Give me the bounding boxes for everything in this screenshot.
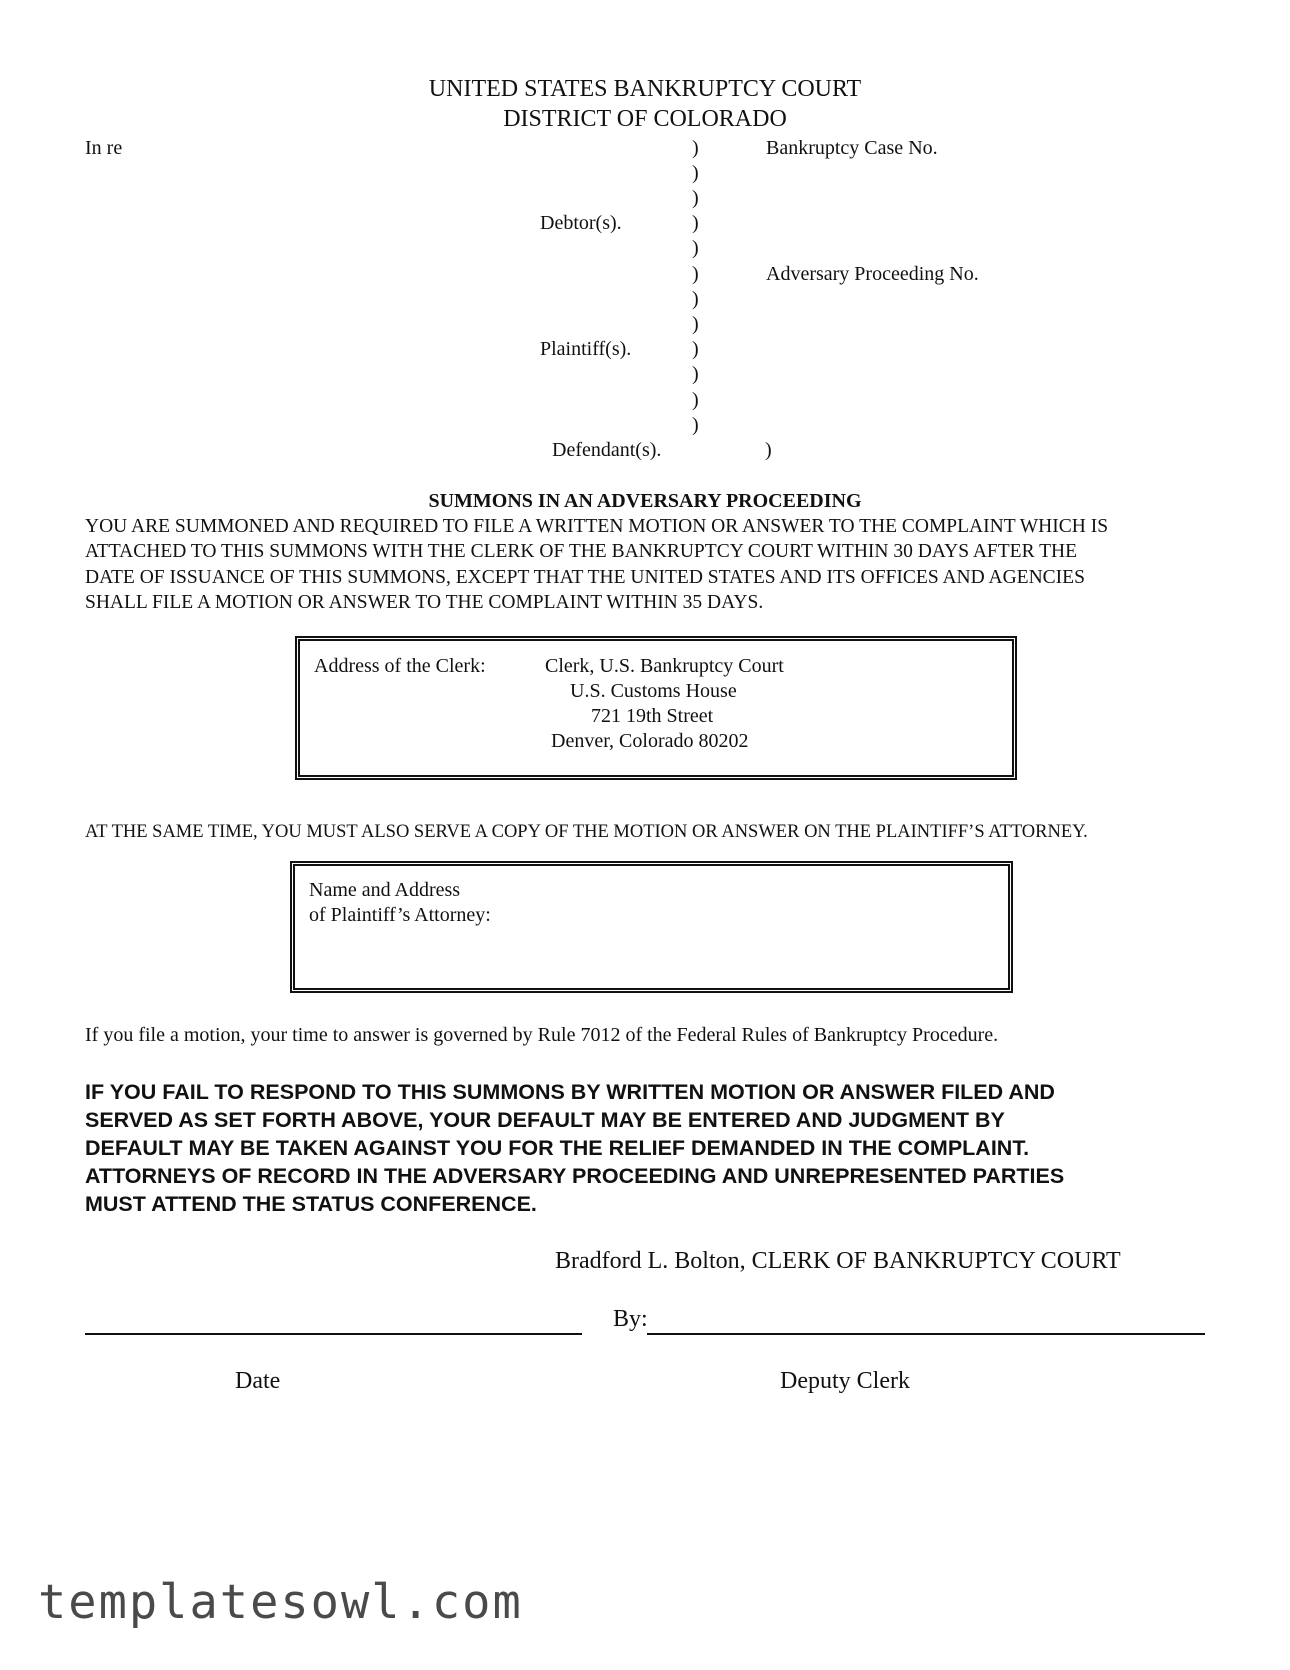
caption-paren: ) <box>692 363 699 385</box>
clerk-signature-name: Bradford L. Bolton, CLERK OF BANKRUPTCY COURT <box>555 1248 1121 1274</box>
caption-paren: ) <box>692 288 699 310</box>
summons-line: ATTACHED TO THIS SUMMONS WITH THE CLERK OF THE BANKRUPTCY COURT WITHIN 30 DAYS AFTER THE <box>85 541 1078 563</box>
clerk-address-line: 721 19th Street <box>591 705 714 727</box>
underlined-comma: , <box>446 566 451 588</box>
debtors-label: Debtor(s). <box>540 212 622 234</box>
summons-line: YOU ARE SUMMONED AND REQUIRED TO FILE A WRITTEN MOTION OR ANSWER TO THE COMPLAINT WHICH IS <box>85 516 1109 537</box>
clerk-address-line: Denver, Colorado 80202 <box>551 730 749 752</box>
warning-line: SERVED AS SET FORTH ABOVE, YOUR DEFAULT MAY BE ENTERED AND JUDGMENT BY <box>85 1108 1005 1132</box>
bankruptcy-case-no-label: Bankruptcy Case No. <box>766 137 938 159</box>
warning-line: DEFAULT MAY BE TAKEN AGAINST YOU FOR THE RELIEF DEMANDED IN THE COMPLAINT. <box>85 1136 1030 1160</box>
caption-paren: ) <box>692 237 699 259</box>
plaintiffs-label: Plaintiff(s). <box>540 338 632 360</box>
serve-notice: AT THE SAME TIME, YOU MUST ALSO SERVE A COPY OF THE MOTION OR ANSWER ON THE PLAINTIFF’S ATTORNEY. <box>85 822 1088 842</box>
caption-paren: ) <box>692 313 699 335</box>
date-signature-line <box>85 1333 582 1335</box>
rule-notice: If you file a motion, your time to answer is governed by Rule 7012 of the Federal Rules of Bankruptcy Procedure. <box>85 1024 999 1046</box>
district-name: DISTRICT OF COLORADO <box>503 106 787 132</box>
court-name: UNITED STATES BANKRUPTCY COURT <box>428 76 862 102</box>
by-label: By: <box>613 1306 648 1332</box>
warning-line: ATTORNEYS OF RECORD IN THE ADVERSARY PROCEEDING AND UNREPRESENTED PARTIES <box>85 1164 1065 1188</box>
summons-title: SUMMONS IN AN ADVERSARY PROCEEDING <box>428 490 862 512</box>
defendants-label: Defendant(s). <box>552 439 662 461</box>
caption-paren: ) <box>692 338 699 360</box>
date-label: Date <box>235 1368 281 1394</box>
warning-line: IF YOU FAIL TO RESPOND TO THIS SUMMONS BY WRITTEN MOTION OR ANSWER FILED AND <box>85 1080 1055 1104</box>
caption-paren: ) <box>692 263 699 285</box>
summons-line <box>85 565 1225 590</box>
caption-paren: ) <box>692 212 699 234</box>
attorney-label-line: Name and Address <box>309 879 461 901</box>
caption-paren: ) <box>692 389 699 411</box>
clerk-address-line: U.S. Customs House <box>570 680 737 702</box>
caption-paren: ) <box>692 137 699 159</box>
summons-line-part: DATE OF ISSUANCE OF THIS SUMMONS <box>85 566 446 588</box>
warning-line: MUST ATTEND THE STATUS CONFERENCE. <box>85 1192 537 1216</box>
in-re-label: In re <box>85 137 123 159</box>
caption-paren: ) <box>692 414 699 436</box>
caption-paren: ) <box>765 439 772 461</box>
summons-paragraph <box>85 514 1225 616</box>
clerk-address-line: Clerk, U.S. Bankruptcy Court <box>545 655 784 677</box>
default-warning <box>85 1078 1225 1218</box>
attorney-label-line: of Plaintiff’s Attorney: <box>309 904 491 926</box>
summons-line-part: EXCEPT THAT THE UNITED STATES AND ITS OFFICES AND AGENCIES <box>450 566 1085 588</box>
caption-paren: ) <box>692 162 699 184</box>
caption-paren: ) <box>692 187 699 209</box>
adversary-proceeding-no-label: Adversary Proceeding No. <box>766 263 979 285</box>
deputy-signature-line <box>647 1333 1205 1335</box>
clerk-address-label: Address of the Clerk: <box>314 655 486 677</box>
summons-line: SHALL FILE A MOTION OR ANSWER TO THE COMPLAINT WITHIN 35 DAYS. <box>85 592 764 614</box>
watermark: templatesowl.com <box>38 1575 523 1630</box>
deputy-clerk-label: Deputy Clerk <box>780 1368 910 1394</box>
